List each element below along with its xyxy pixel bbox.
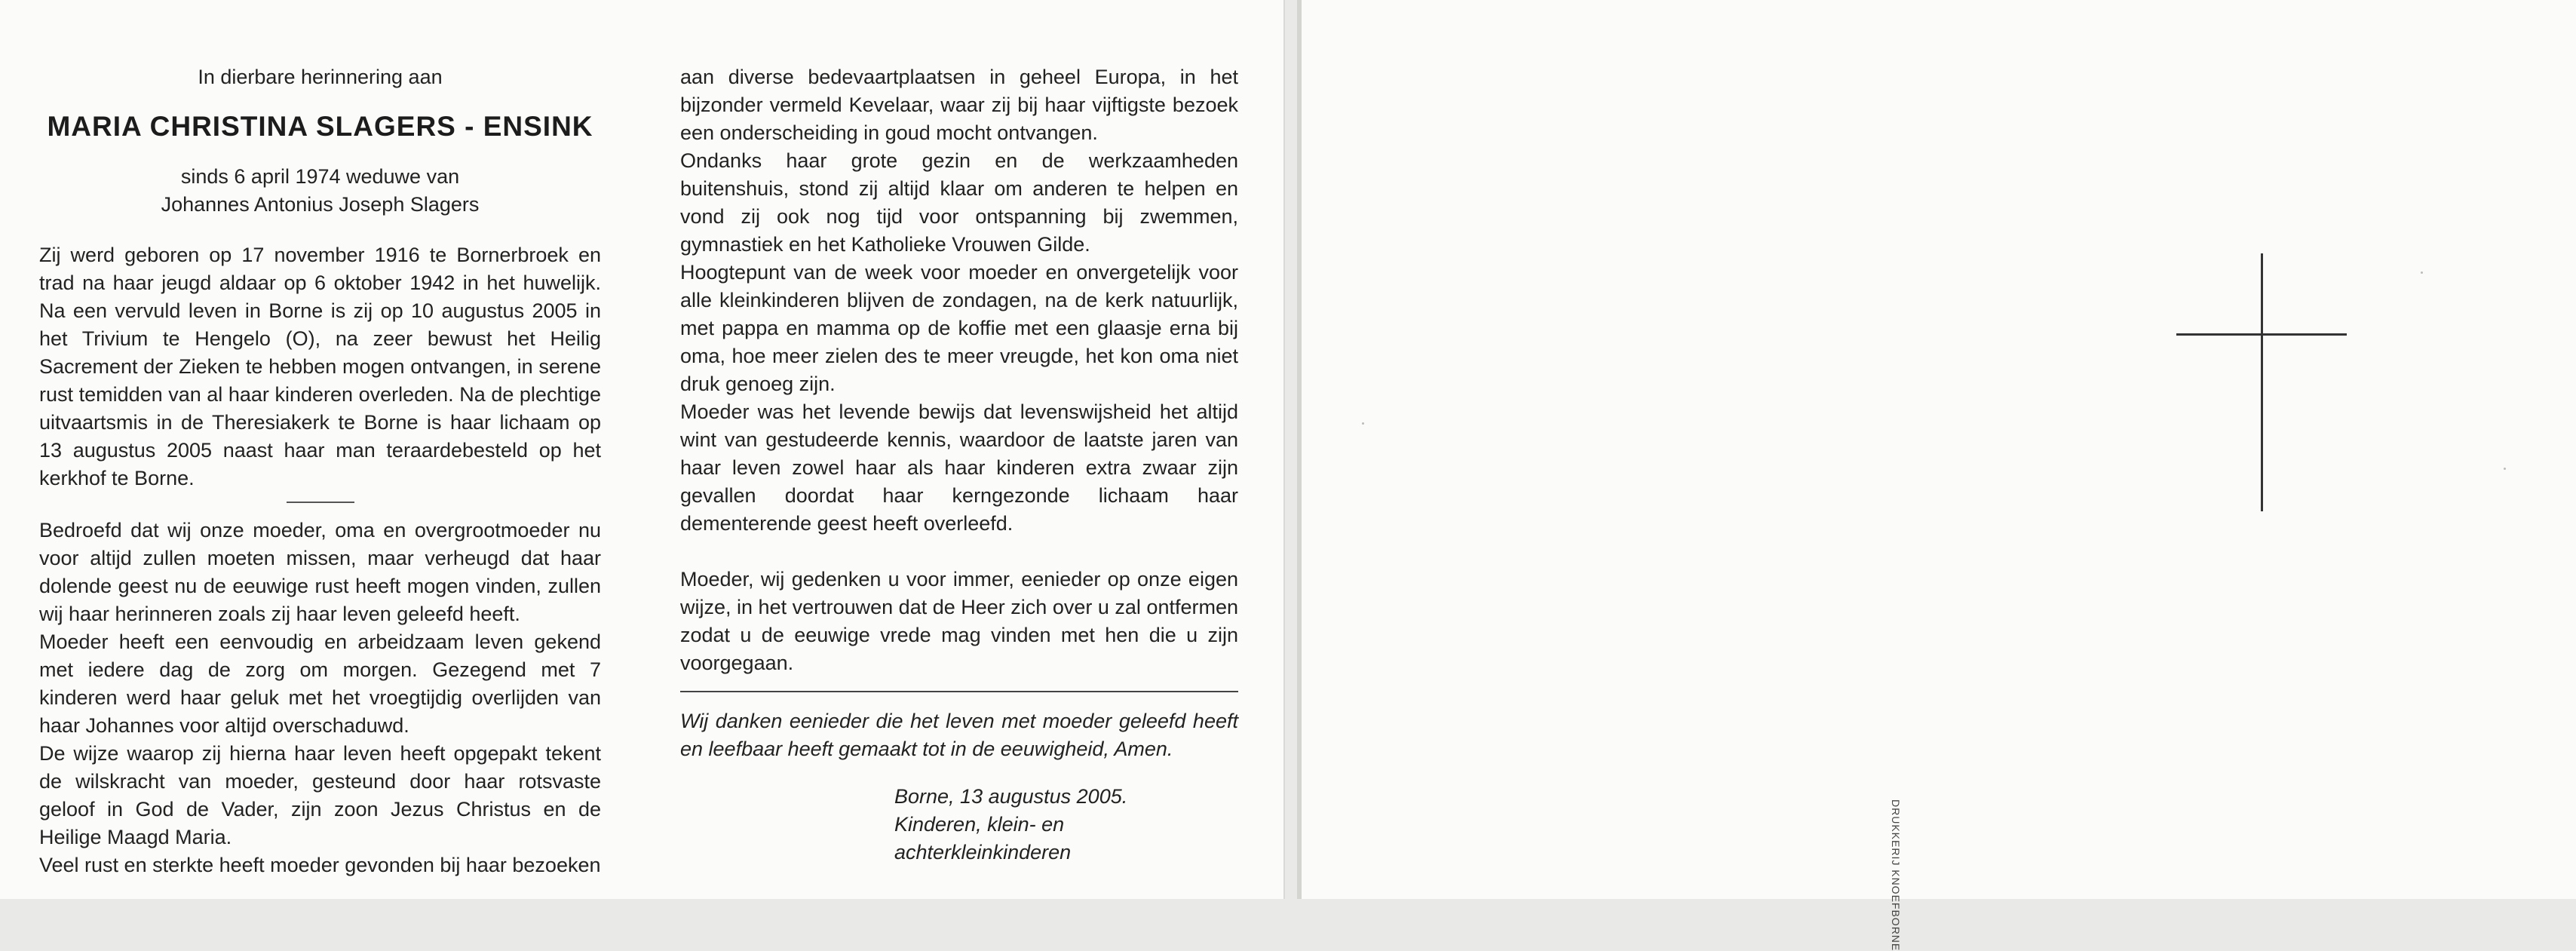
remembrance-paragraph: Bedroefd dat wij onze moeder, oma en overgrootmoeder nu voor altijd zullen moeten missen, maar verheugd dat haar dolende geest nu de eeuwige rust heeft mogen vinden, zullen wij haar herinneren zoals zij haar leven geleefd heeft. (39, 519, 601, 625)
remembrance-paragraph: Ondanks haar grote gezin en de werkzaamheden buitenshuis, stond zij altijd klaar om anderen te helpen en vond zij ook nog tijd voor ontspanning bij zwemmen, gymnastiek en het Katholieke Vrouwen Gilde. (680, 149, 1238, 256)
card-inside-panel (0, 0, 1283, 899)
remembrance-paragraph: Moeder was het levende bewijs dat levenswijsheid het altijd wint van gestudeerde kennis, waardoor de laatste jaren van haar leven zowel haar als haar kinderen extra zwaar zijn gevallen doordat haar kerngezonde lichaam haar dementerende geest heeft overleefd. (680, 400, 1238, 535)
printer-city: BORNE (1890, 910, 1902, 951)
speck (1362, 422, 1364, 425)
signature-line: Kinderen, klein- en achterkleinkinderen (894, 813, 1072, 864)
cross-icon-vertical (2261, 253, 2263, 511)
long-divider (680, 691, 1238, 692)
intro-line: In dierbare herinnering aan (198, 66, 443, 88)
remembrance-paragraph: Moeder heeft een eenvoudig en arbeidzaam leven gekend met iedere dag de zorg om morgen. Gezegend met 7 kinderen werd haar geluk met het vroegtijdig overlijden van haar Johannes voor altijd overschaduwd. (39, 630, 601, 737)
speck (2421, 271, 2423, 274)
remembrance-paragraph: aan diverse bedevaartplaatsen in geheel Europa, in het bijzonder vermeld Kevelaar, waar zij bij haar vijftigste bezoek een onderscheiding in goud mocht ontvangen. (680, 66, 1238, 144)
remembrance-paragraph: Hoogtepunt van de week voor moeder en onvergetelijk voor alle kleinkinderen blijven de zondagen, na de kerk natuurlijk, met pappa en mamma op de koffie met een glaasje erna bij oma, hoe meer zielen des te meer vreugde, het kon oma niet druk genoeg zijn. (680, 261, 1238, 395)
speck (2504, 468, 2506, 470)
husband-name: Johannes Antonius Joseph Slagers (161, 193, 480, 216)
remembrance-paragraph: Veel rust en sterkte heeft moeder gevonden bij haar bezoeken (39, 854, 601, 876)
printer-imprint (1887, 799, 1902, 951)
biography-paragraph: Zij werd geboren op 17 november 1916 te Bornerbroek en trad na haar jeugd aldaar op 6 oktober 1942 in het huwelijk. Na een vervuld leven in Borne is zij op 10 augustus 2005 in het Trivium te Hengelo (O), na zeer bewust het Heilig Sacrement der Zieken te hebben mogen ontvangen, in serene rust temidden van al haar kinderen overleden. Na de plechtige uitvaartsmis in de Theresiakerk te Borne is haar lichaam op 13 augustus 2005 naast haar man teraardebesteld op het kerkhof te Borne. (39, 244, 601, 489)
cross-icon-horizontal (2176, 333, 2347, 336)
printer-name: DRUKKERIJ KNOEF (1890, 799, 1902, 910)
place-date: Borne, 13 augustus 2005. (894, 785, 1128, 808)
thanks-paragraph: Wij danken eenieder die het leven met moeder geleefd heeft en leefbaar heeft gemaakt tot in de eeuwigheid, Amen. (680, 710, 1238, 760)
left-column (39, 63, 601, 879)
deceased-name: MARIA CHRISTINA SLAGERS - ENSINK (47, 111, 593, 142)
widow-line: sinds 6 april 1974 weduwe van (180, 165, 460, 188)
prayer-paragraph: Moeder, wij gedenken u voor immer, eenieder op onze eigen wijze, in het vertrouwen dat de Heer zich over u zal ontfermen zodat u de eeuwige vrede mag vinden met hen die u zijn voorgegaan. (680, 568, 1238, 674)
remembrance-paragraph: De wijze waarop zij hierna haar leven heeft opgepakt tekent de wilskracht van moeder, gesteund door haar rotsvaste geloof in God de Vader, zijn zoon Jezus Christus en de Heilige Maagd Maria. (39, 742, 601, 848)
right-column (680, 63, 1238, 867)
card-back-panel (1297, 0, 2576, 899)
short-divider (287, 502, 354, 503)
